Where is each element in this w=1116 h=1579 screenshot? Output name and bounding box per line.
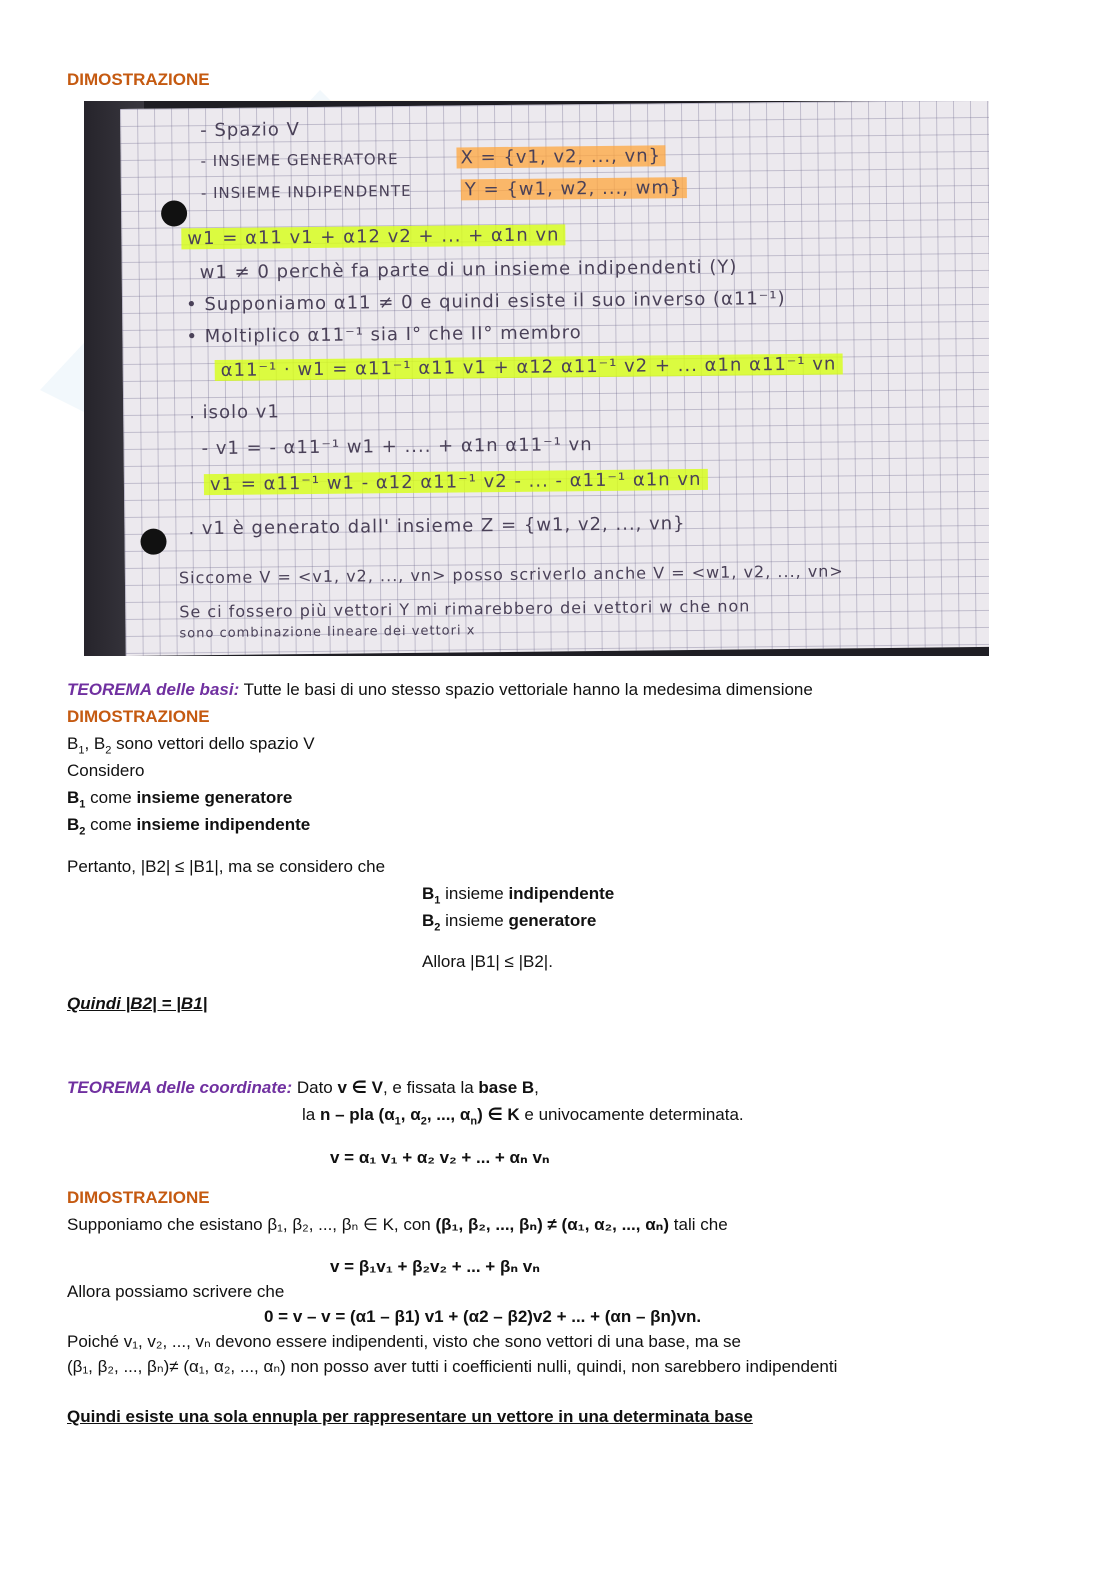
proof-heading: DIMOSTRAZIONE <box>67 707 210 726</box>
proof-line: $B_2$ come insieme indipendente <box>67 815 311 838</box>
bullet-dot <box>140 529 166 555</box>
note-line: . v1 è generato dall' insieme Z = {w1, v2, ..., vn} <box>188 513 686 540</box>
proof-line: $B_2$ insieme generatore <box>422 911 597 934</box>
proof-line: Poiché v₁, v₂, ..., vₙ devono essere indipendenti, visto che sono vettori di una base, ma se <box>67 1332 741 1351</box>
note-line: - INSIEME GENERATORE <box>200 150 399 171</box>
note-line-highlight: v1 = α11⁻¹ w1 - α12 α11⁻¹ v2 - ... - α11⁻¹ α1n vn <box>204 469 708 495</box>
proof-line: Allora |B1| ≤ |B2|. <box>422 952 553 971</box>
note-line: - Spazio V <box>200 119 300 142</box>
proof-line: (β₁, β₂, ..., βₙ)≠ (α₁, α₂, ..., αₙ) non posso aver tutti i coefficienti nulli, quindi, non sarebbero indipendenti <box>67 1357 838 1376</box>
equation: v = β₁v₁ + β₂v₂ + ... + βₙ vₙ <box>330 1257 540 1276</box>
theorem-coords: TEOREMA delle coordinate: Dato v ∈ V, e fissata la base B, <box>67 1078 539 1097</box>
note-line: • Moltiplico α11⁻¹ sia I° che II° membro <box>186 322 582 348</box>
note-line-highlight: α11⁻¹ · w1 = α11⁻¹ α11 v1 + α12 α11⁻¹ v2 + ... α1n α11⁻¹ vn <box>215 353 843 381</box>
note-line: • Supponiamo α11 ≠ 0 e quindi esiste il suo inverso (α11⁻¹) <box>185 288 786 316</box>
proof-line: $B_1$ come insieme generatore <box>67 788 293 811</box>
notes-photo <box>84 101 989 656</box>
theorem-title: TEOREMA delle basi: <box>67 680 240 699</box>
proof-line: Considero <box>67 761 145 780</box>
conclusion: Quindi |B2| = |B1| <box>67 994 208 1013</box>
note-line: - v1 = - α11⁻¹ w1 + .... + α1n α11⁻¹ vn <box>201 434 593 460</box>
theorem-statement: Tutte le basi di uno stesso spazio vettoriale hanno la medesima dimensione <box>239 680 813 699</box>
note-line: Se ci fossero più vettori Y mi rimarebbero dei vettori w che non <box>179 596 751 622</box>
note-line-highlight: Y = {w1, w2, ..., wm} <box>461 177 687 200</box>
note-line: - INSIEME INDIPENDENTE <box>200 181 412 203</box>
grid-paper <box>120 101 989 656</box>
proof-heading: DIMOSTRAZIONE <box>67 1188 210 1207</box>
proof-line: Supponiamo che esistano β₁, β₂, ..., βₙ ∈ K, con (β₁, β₂, ..., βₙ) ≠ (α₁, α₂, ..., αₙ) tali che <box>67 1215 728 1234</box>
proof-line: Allora possiamo scrivere che <box>67 1282 285 1301</box>
note-line: Siccome V = <v1, v2, ..., vn> posso scriverlo anche V = <w1, v2, ..., vn> <box>178 561 844 588</box>
proof-line: $B_1$ insieme indipendente <box>422 884 615 907</box>
theorem-title: TEOREMA delle coordinate: <box>67 1078 293 1097</box>
note-line-highlight: X = {v1, v2, ..., vn} <box>456 145 665 168</box>
equation: 0 = v – v = (α1 – β1) v1 + (α2 – β2)v2 + ... + (αn – βn)vn. <box>264 1307 702 1326</box>
proof-line: $B_1$, $B_2$ sono vettori dello spazio V <box>67 734 315 757</box>
theorem-bases <box>67 680 813 700</box>
note-line: w1 ≠ 0 perchè fa parte di un insieme indipendenti (Y) <box>199 256 738 284</box>
conclusion: Quindi esiste una sola ennupla per rappresentare un vettore in una determinata base <box>67 1407 753 1426</box>
proof-line: Pertanto, |B2| ≤ |B1|, ma se considero che <box>67 857 386 876</box>
section-heading: DIMOSTRAZIONE <box>67 70 210 89</box>
note-line: sono combinazione lineare dei vettori x <box>179 623 476 642</box>
theorem-line: la n – pla ($\alpha_1$, $\alpha_2$, ..., $\alpha_n$) ∈ K e univocamente determinata. <box>302 1105 744 1128</box>
note-line-highlight: w1 = α11 v1 + α12 v2 + ... + α1n vn <box>181 224 565 249</box>
equation: v = α₁ v₁ + α₂ v₂ + ... + αₙ vₙ <box>330 1148 550 1167</box>
note-line: . isolo v1 <box>189 401 280 424</box>
bullet-dot <box>161 200 187 226</box>
